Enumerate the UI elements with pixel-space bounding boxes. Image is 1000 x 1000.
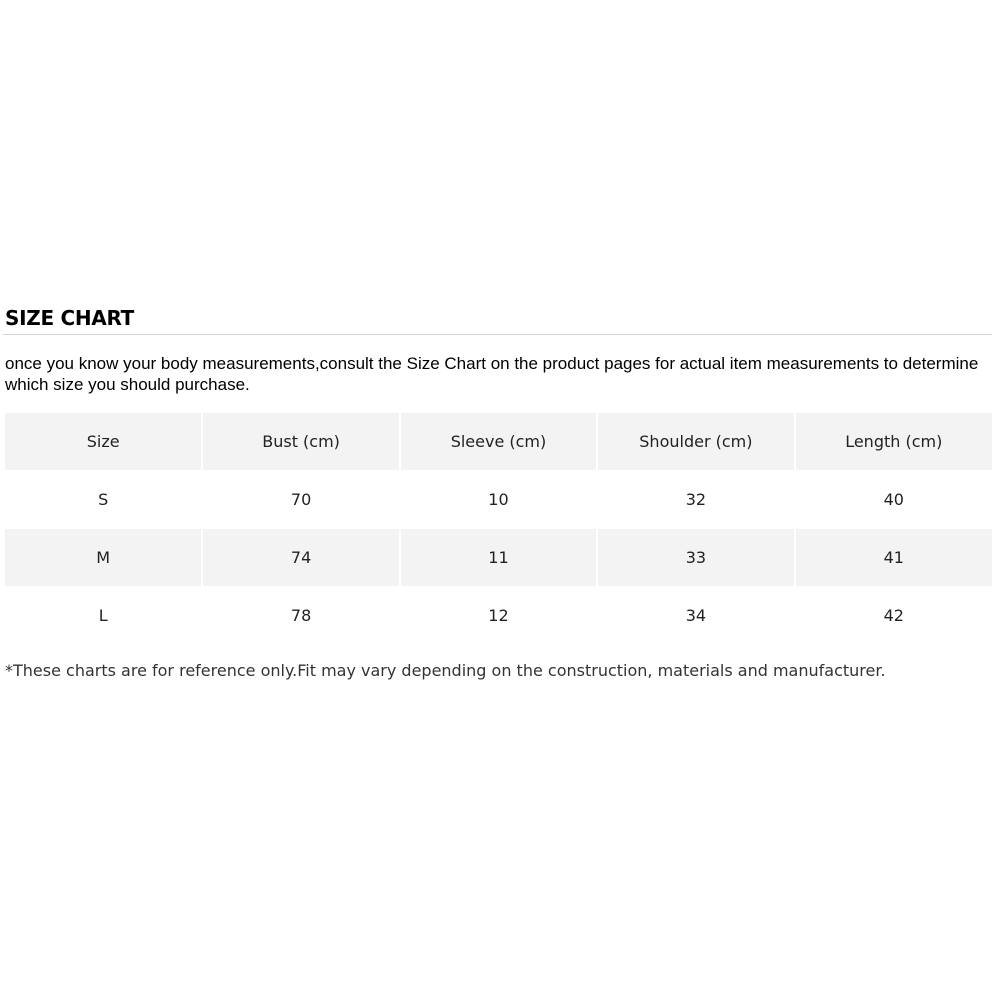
- cell-size: S: [5, 471, 202, 529]
- cell-length: 41: [795, 529, 992, 587]
- cell-shoulder: 32: [597, 471, 794, 529]
- table-row: [5, 587, 992, 645]
- cell-bust: 74: [202, 529, 399, 587]
- title-divider: [3, 334, 992, 335]
- cell-bust: 78: [202, 587, 399, 645]
- header-sleeve: Sleeve (cm): [400, 413, 597, 471]
- cell-bust: 70: [202, 471, 399, 529]
- size-chart-title: SIZE CHART: [5, 306, 135, 330]
- cell-length: 42: [883, 606, 904, 625]
- table-row: [5, 529, 992, 587]
- cell-sleeve: 11: [400, 529, 597, 587]
- header-bust: Bust (cm): [202, 413, 399, 471]
- reference-note: *These charts are for reference only.Fit may vary depending on the construction, materials and manufacturer.: [5, 661, 886, 680]
- header-shoulder: Shoulder (cm): [597, 413, 794, 471]
- table-row: [5, 471, 992, 529]
- cell-sleeve: 10: [400, 471, 597, 529]
- cell-sleeve: 12: [400, 587, 597, 645]
- cell-size: L: [5, 587, 202, 645]
- intro-text: once you know your body measurements,consult the Size Chart on the product pages for actual item measurements to determine which size you should purchase.: [5, 354, 979, 394]
- table-header-row: [5, 413, 992, 471]
- cell-shoulder: 34: [597, 587, 794, 645]
- cell-length: 40: [883, 490, 904, 509]
- header-length: Length (cm): [795, 413, 992, 471]
- cell-shoulder: 33: [597, 529, 794, 587]
- cell-size: M: [5, 529, 202, 587]
- header-size: Size: [5, 413, 202, 471]
- size-table: [5, 413, 992, 645]
